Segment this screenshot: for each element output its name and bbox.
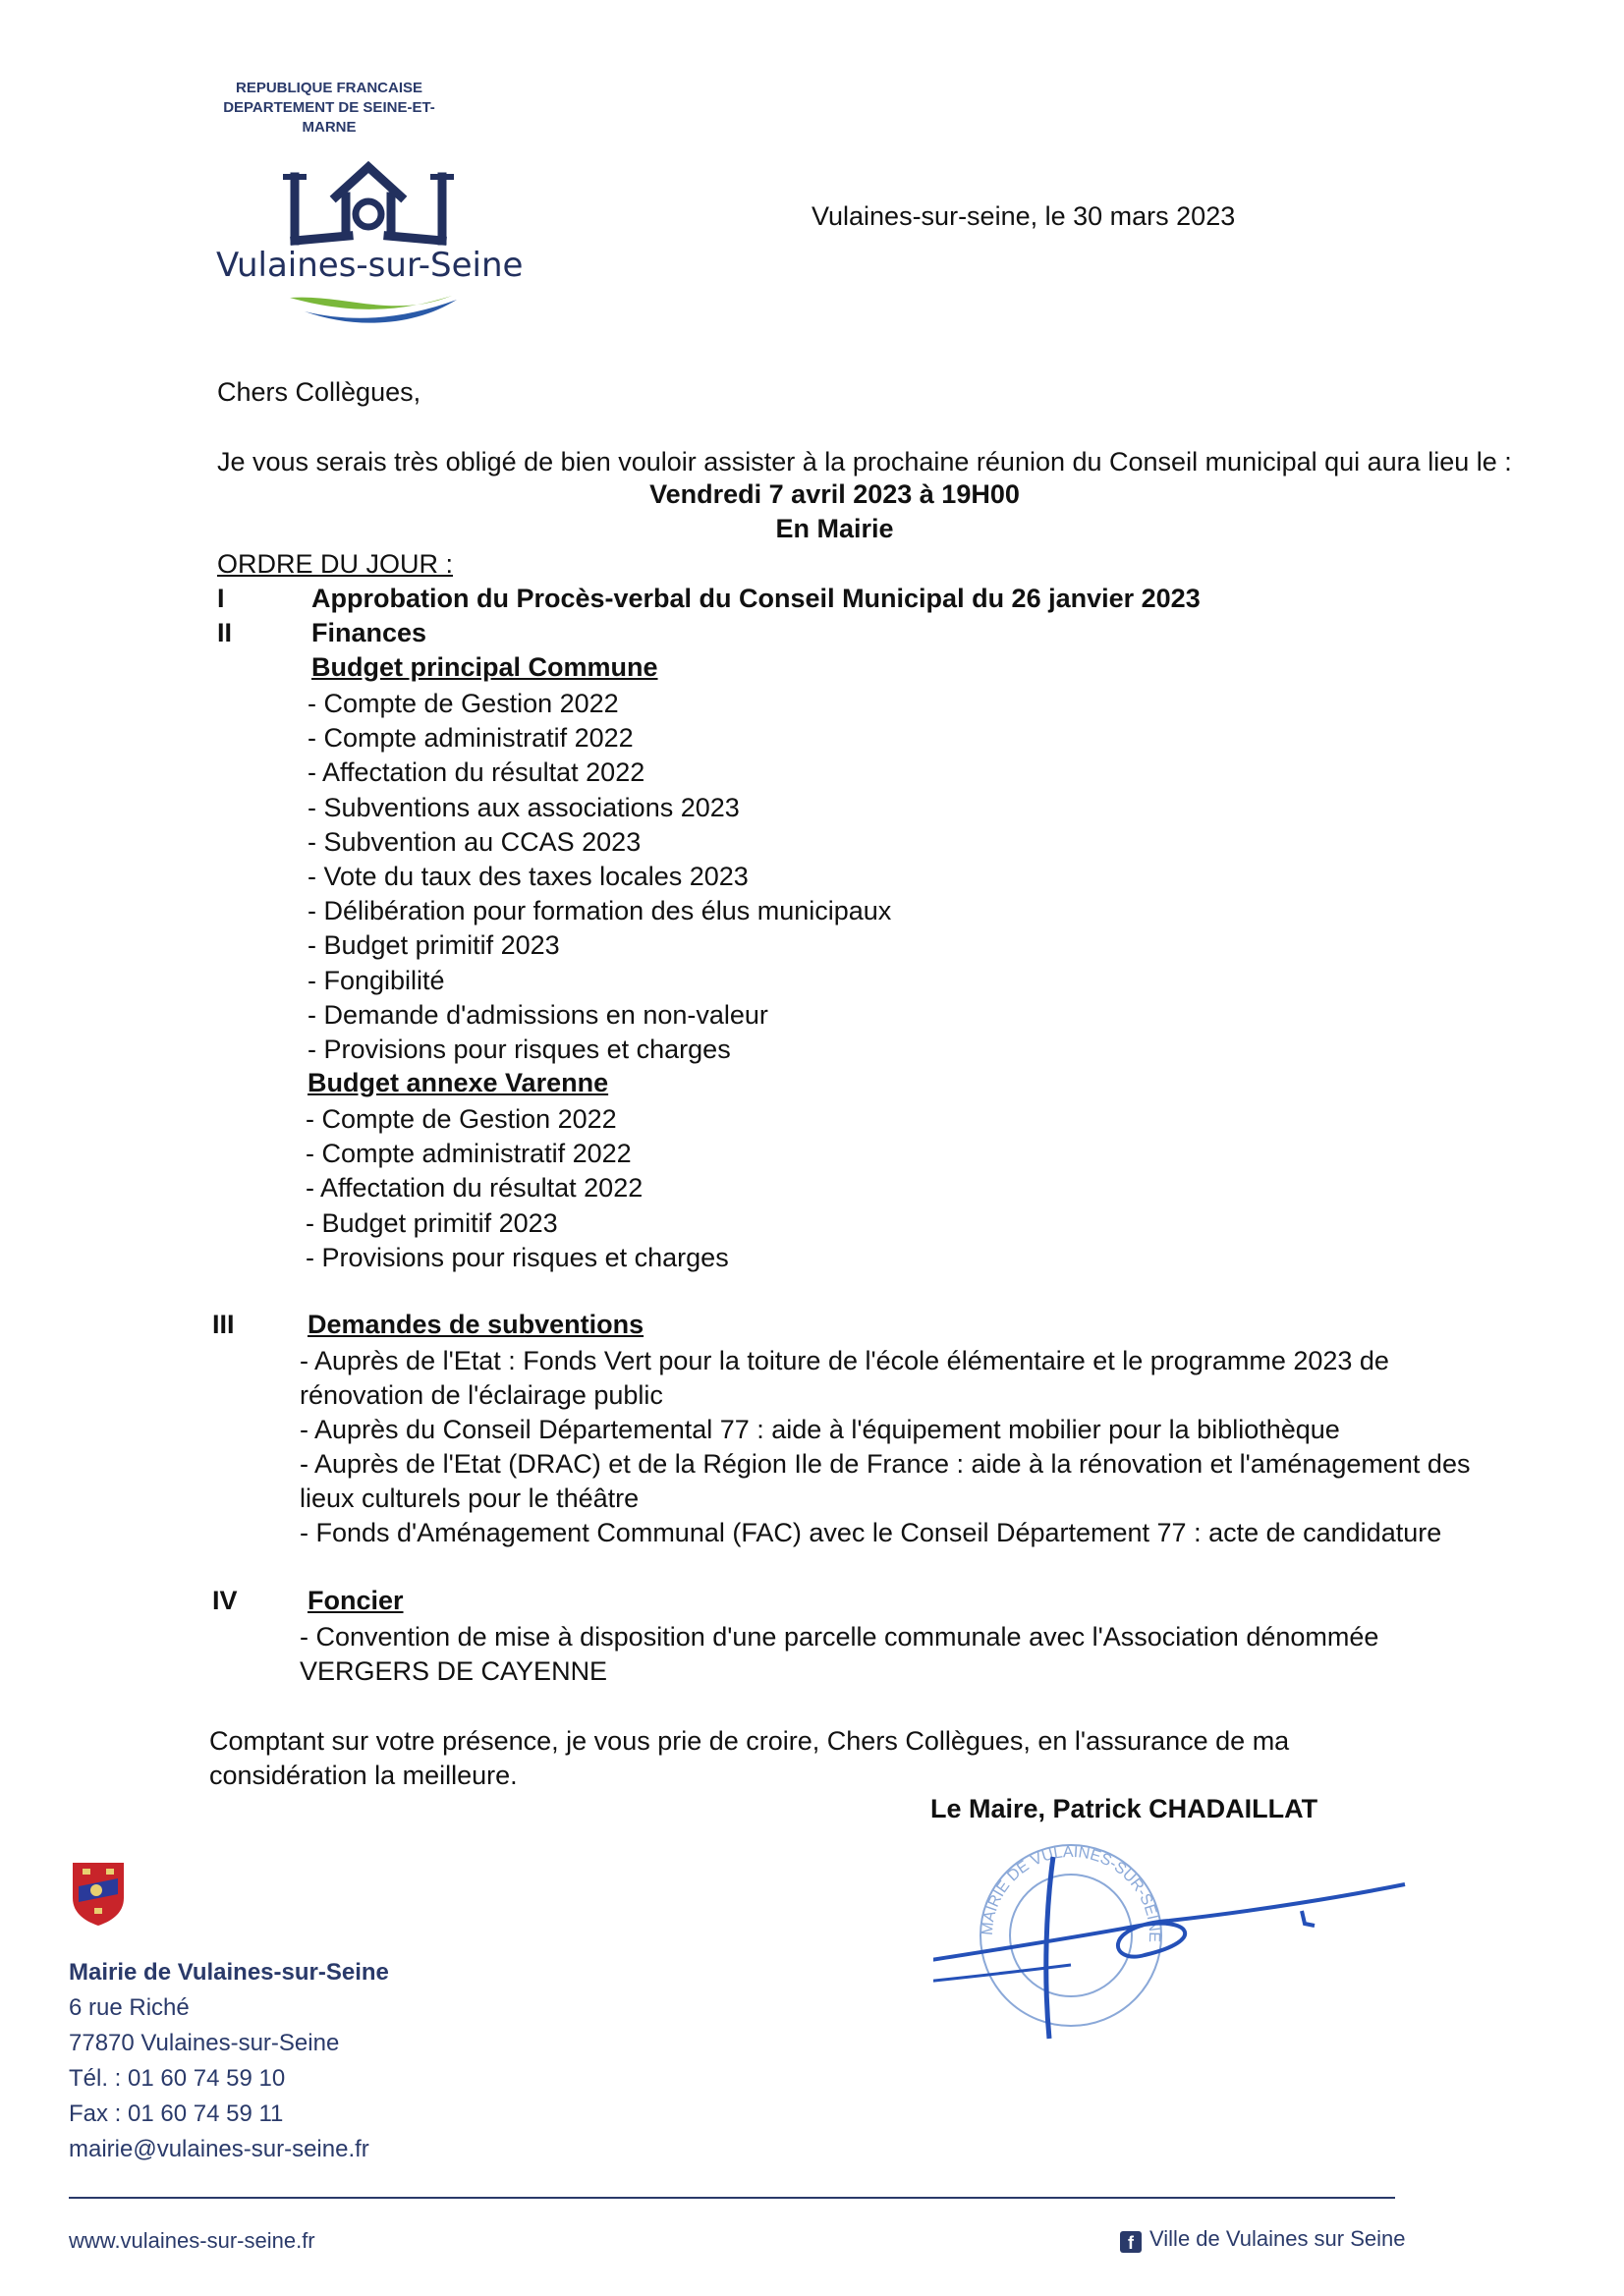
list-item: - Compte administratif 2022 <box>308 723 634 754</box>
city: 77870 Vulaines-sur-Seine <box>69 2030 340 2056</box>
list-item: - Auprès de l'Etat (DRAC) et de la Région Ile de France : aide à la rénovation et l'aménagement des lieux culturels pour le théâtre <box>300 1449 1471 1513</box>
header-line-1: REPUBLIQUE FRANCAISE <box>235 80 422 96</box>
agenda-label: ORDRE DU JOUR : <box>217 549 454 579</box>
facebook-link[interactable] <box>1120 2226 1406 2253</box>
list-item: - Auprès du Conseil Départemental 77 : aide à l'équipement mobilier pour la bibliothèque <box>300 1415 1340 1444</box>
meeting-place: En Mairie <box>775 514 894 543</box>
list-item: - Affectation du résultat 2022 <box>306 1173 644 1204</box>
foncier-text: - Convention de mise à disposition d'une parcelle communale avec l'Association dénommée VERGERS DE CAYENNE <box>300 1622 1379 1686</box>
closing-text: Comptant sur votre présence, je vous prie de croire, Chers Collègues, en l'assurance de ma considération la meilleure. <box>209 1726 1290 1790</box>
website-link[interactable]: www.vulaines-sur-seine.fr <box>69 2228 315 2253</box>
budget-annexe-title: Budget annexe Varenne <box>308 1068 609 1097</box>
facebook-icon: f <box>1120 2231 1142 2253</box>
list-item: - Demande d'admissions en non-valeur <box>308 999 768 1030</box>
agenda-item-num: III <box>212 1310 235 1339</box>
list-item: - Provisions pour risques et charges <box>308 1035 731 1065</box>
budget-principal-title: Budget principal Commune <box>311 652 658 682</box>
intro-text: Je vous serais très obligé de bien vouloir assister à la prochaine réunion du Conseil municipal qui aura lieu le : <box>217 447 1512 476</box>
list-item: - Budget primitif 2023 <box>306 1207 558 1238</box>
subventions-list <box>300 1344 1479 1550</box>
list-item: - Compte de Gestion 2022 <box>306 1104 617 1134</box>
list-item: - Compte de Gestion 2022 <box>308 689 619 718</box>
header-line-3: MARNE <box>302 119 357 136</box>
agenda-item-title: Approbation du Procès-verbal du Conseil Municipal du 26 janvier 2023 <box>311 584 1201 613</box>
agenda-item-title: Finances <box>311 618 427 647</box>
phone: Tél. : 01 60 74 59 10 <box>69 2065 286 2092</box>
budget-annexe-list <box>306 1102 729 1275</box>
list-item: - Budget primitif 2023 <box>308 930 560 961</box>
email-link[interactable]: mairie@vulaines-sur-seine.fr <box>69 2136 369 2162</box>
agenda-item-title: Foncier <box>308 1586 404 1615</box>
budget-principal-list <box>308 687 891 1067</box>
greeting: Chers Collègues, <box>217 377 421 407</box>
footer-divider <box>69 2197 1395 2199</box>
agenda-item-title: Demandes de subventions <box>308 1310 644 1339</box>
mairie-address <box>69 1955 389 2167</box>
town-name-logo: Vulaines-sur-Seine <box>216 246 524 285</box>
meeting-date: Vendredi 7 avril 2023 à 19H00 <box>649 479 1020 509</box>
stamp-text: MAIRIE DE VULAINES-SUR-SEINE <box>979 1843 1163 1943</box>
agenda-item-num: II <box>217 618 233 647</box>
coat-of-arms-icon <box>69 1857 128 1928</box>
list-item: - Délibération pour formation des élus municipaux <box>308 896 892 926</box>
agenda-item-num: IV <box>212 1586 238 1615</box>
list-item: - Subventions aux associations 2023 <box>308 792 740 822</box>
agenda-item-num: I <box>217 584 225 613</box>
signatory-name: Le Maire, Patrick CHADAILLAT <box>930 1794 1318 1823</box>
list-item: - Vote du taux des taxes locales 2023 <box>308 862 749 892</box>
list-item: - Affectation du résultat 2022 <box>308 757 645 788</box>
fax: Fax : 01 60 74 59 11 <box>69 2100 284 2127</box>
signature-stamp-icon <box>933 1827 1444 2053</box>
street: 6 rue Riché <box>69 1994 190 2021</box>
org-name: Mairie de Vulaines-sur-Seine <box>69 1959 389 1986</box>
list-item: - Compte administratif 2022 <box>306 1139 632 1169</box>
list-item: - Provisions pour risques et charges <box>306 1242 729 1272</box>
list-item: - Fonds d'Aménagement Communal (FAC) avec le Conseil Département 77 : acte de candidature <box>300 1518 1442 1547</box>
wave-logo-icon <box>285 290 462 329</box>
town-hall-logo-icon <box>275 157 462 255</box>
list-item: - Subvention au CCAS 2023 <box>308 826 642 857</box>
list-item: - Fongibilité <box>308 965 445 995</box>
letterhead-republic <box>187 79 472 138</box>
facebook-label: Ville de Vulaines sur Seine <box>1149 2226 1406 2251</box>
list-item: - Auprès de l'Etat : Fonds Vert pour la toiture de l'école élémentaire et le programme 2023 de rénovation de l'éclairage public <box>300 1346 1389 1410</box>
header-line-2: DEPARTEMENT DE SEINE-ET- <box>223 99 435 116</box>
letter-date: Vulaines-sur-seine, le 30 mars 2023 <box>812 201 1236 231</box>
